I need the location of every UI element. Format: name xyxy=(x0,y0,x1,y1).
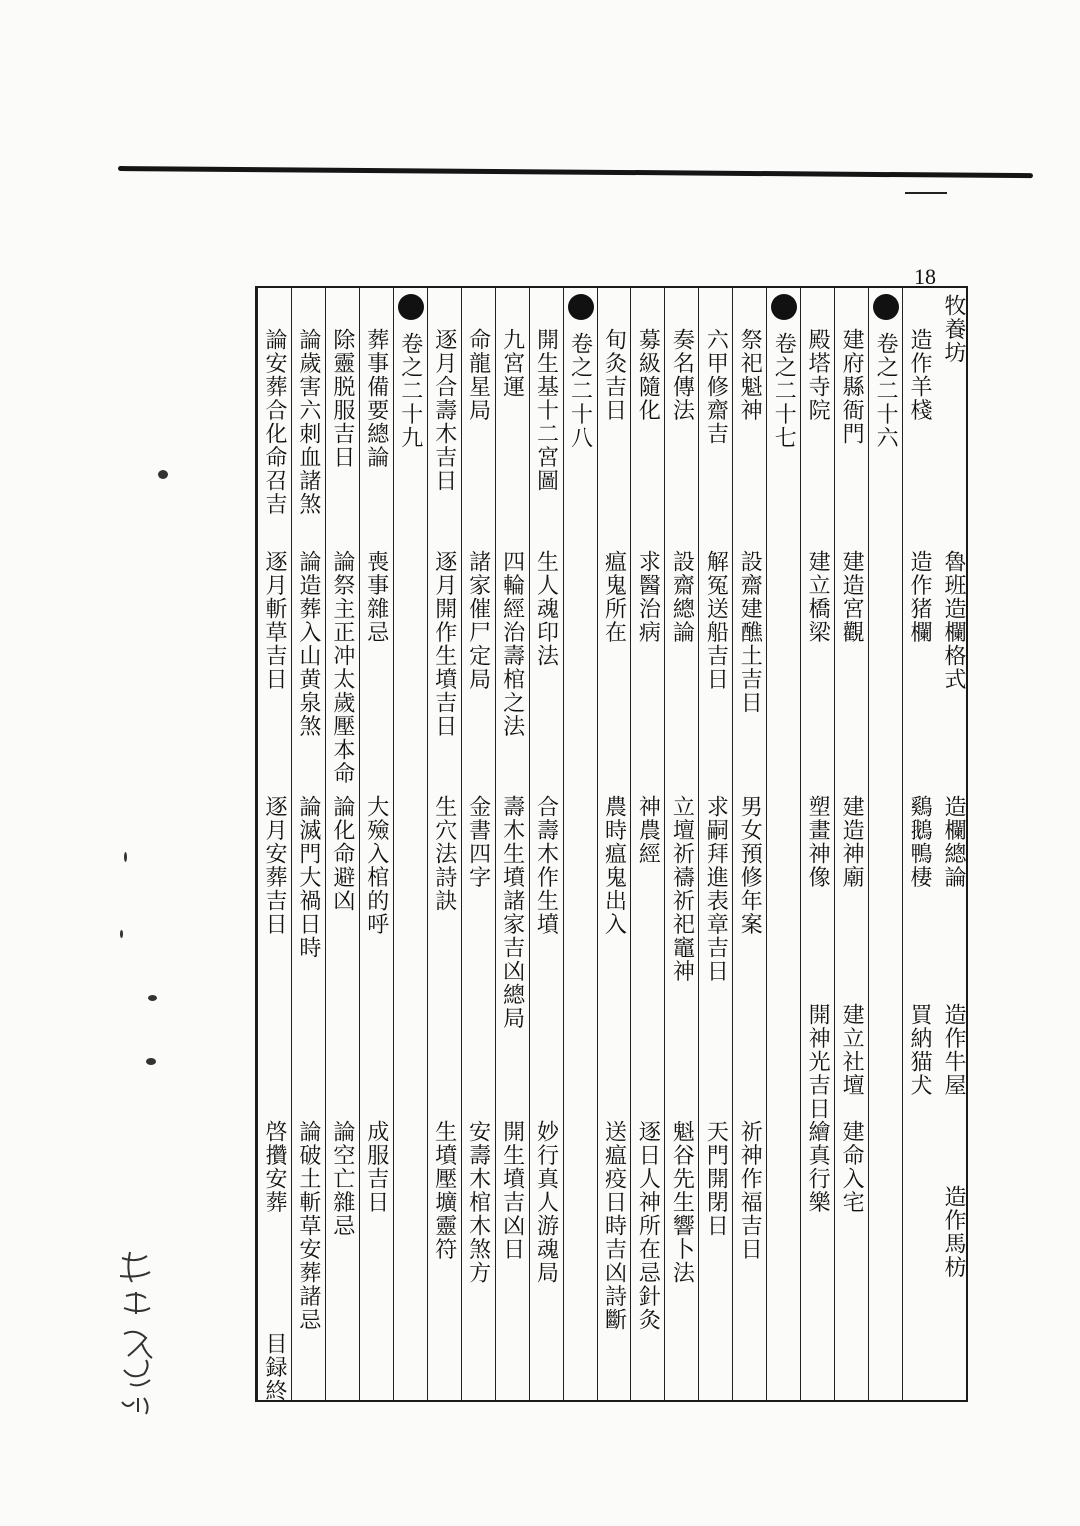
top-rule xyxy=(118,166,1033,178)
scan-speck xyxy=(146,1058,156,1065)
toc-entry: 生墳壓壙靈符 xyxy=(431,1120,457,1261)
toc-entry: 除靈脱服吉日 xyxy=(329,328,355,469)
toc-entry: 六甲修齋吉 xyxy=(703,328,729,446)
toc-entry: 合壽木作生墳 xyxy=(533,795,559,936)
toc-entry: 買納猫犬 xyxy=(907,1003,933,1097)
toc-entry: 論滅門大禍日時 xyxy=(295,795,321,960)
toc-entry: 祈神作福吉日 xyxy=(737,1120,763,1261)
toc-column xyxy=(902,288,936,1400)
toc-entry: 逐月安葬吉日 xyxy=(261,795,287,936)
toc-column xyxy=(427,288,461,1400)
toc-entry: 造欄總論 xyxy=(940,795,966,889)
handwritten-annotation xyxy=(112,1248,162,1418)
toc-entry: 建立橋梁 xyxy=(805,550,831,644)
toc-entry: 生穴法詩訣 xyxy=(431,795,457,913)
toc-column xyxy=(563,288,597,1400)
toc-entry: 妙行真人游魂局 xyxy=(533,1120,559,1285)
volume-heading: 卷之二十七 xyxy=(771,332,797,450)
toc-column xyxy=(359,288,393,1400)
toc-entry: 葬事備要總論 xyxy=(363,328,389,469)
toc-entry: 神農經 xyxy=(635,795,661,866)
toc-entry: 送瘟疫日時吉凶詩斷 xyxy=(601,1120,627,1332)
toc-entry: 論安葬合化命召吉 xyxy=(261,328,287,516)
page-number: 18 xyxy=(914,264,936,289)
toc-entry: 造作牛屋 xyxy=(940,1003,966,1097)
toc-entry: 建府縣衙門 xyxy=(839,328,865,446)
toc-entry: 祭祀魁神 xyxy=(737,328,763,422)
toc-entry: 命龍星局 xyxy=(465,328,491,422)
toc-entry: 論歲害六刺血諸煞 xyxy=(295,328,321,516)
toc-column xyxy=(800,288,834,1400)
toc-entry: 魁谷先生響卜法 xyxy=(669,1120,695,1285)
toc-column xyxy=(664,288,698,1400)
toc-entry: 立壇祈禱祈祀竈神 xyxy=(669,795,695,983)
toc-entry: 九宮運 xyxy=(499,328,525,399)
toc-entry: 生人魂印法 xyxy=(533,550,559,668)
toc-entry: 諸家催尸定局 xyxy=(465,550,491,691)
toc-column xyxy=(393,288,427,1400)
toc-column xyxy=(257,288,291,1403)
toc-entry: 造作猪欄 xyxy=(907,550,933,644)
toc-column xyxy=(630,288,664,1400)
toc-entry: 鷄鵝鴨棲 xyxy=(907,795,933,889)
scan-speck xyxy=(148,995,157,1001)
toc-entry: 造作馬枋 xyxy=(940,1185,966,1279)
table-of-contents xyxy=(255,286,968,1402)
toc-column xyxy=(325,288,359,1400)
toc-entry: 建造宮觀 xyxy=(839,550,865,644)
toc-entry: 募級隨化 xyxy=(635,328,661,422)
toc-column xyxy=(291,288,325,1400)
toc-entry: 逐月合壽木吉日 xyxy=(431,328,457,493)
toc-entry: 壽木生墳諸家吉凶總局 xyxy=(499,795,525,1030)
toc-entry: 求醫治病 xyxy=(635,550,661,644)
toc-entry: 開生墳吉凶日 xyxy=(499,1120,525,1261)
toc-column xyxy=(597,288,631,1400)
toc-column xyxy=(529,288,563,1400)
toc-column xyxy=(868,288,902,1400)
volume-bullet-icon xyxy=(398,294,424,320)
toc-entry: 論造葬入山黄泉煞 xyxy=(295,550,321,738)
toc-entry: 牧養坊 xyxy=(940,294,966,365)
volume-heading: 卷之二十九 xyxy=(397,332,423,450)
toc-entry: 逐月斬草吉日 xyxy=(261,550,287,691)
toc-entry: 解冤送船吉日 xyxy=(703,550,729,691)
toc-entry: 瘟鬼所在 xyxy=(601,550,627,644)
volume-bullet-icon xyxy=(771,294,797,320)
toc-entry: 建造神廟 xyxy=(839,795,865,889)
toc-entry: 建命入宅 xyxy=(839,1120,865,1214)
toc-column xyxy=(698,288,732,1400)
toc-entry: 奏名傳法 xyxy=(669,328,695,422)
toc-entry: 論破土斬草安葬諸忌 xyxy=(295,1120,321,1332)
toc-column xyxy=(461,288,495,1400)
toc-entry: 設齋總論 xyxy=(669,550,695,644)
volume-bullet-icon xyxy=(568,294,594,320)
toc-entry: 天門開閉日 xyxy=(703,1120,729,1238)
toc-column xyxy=(936,288,970,1400)
volume-bullet-icon xyxy=(873,294,899,320)
toc-entry: 求嗣拜進表章吉日 xyxy=(703,795,729,983)
toc-entry: 建立社壇 xyxy=(839,1003,865,1097)
scan-speck xyxy=(124,852,127,862)
toc-entry: 魯班造欄格式 xyxy=(940,550,966,691)
toc-entry: 金書四字 xyxy=(465,795,491,889)
toc-entry: 農時瘟鬼出入 xyxy=(601,795,627,936)
toc-entry: 繪真行樂 xyxy=(805,1120,831,1214)
toc-entry: 造作羊棧 xyxy=(907,328,933,422)
toc-column xyxy=(766,288,800,1400)
toc-column xyxy=(834,288,868,1400)
toc-column xyxy=(495,288,529,1400)
toc-entry: 開神光吉日 xyxy=(805,1003,831,1121)
toc-entry: 逐月開作生墳吉日 xyxy=(431,550,457,738)
toc-entry: 旬灸吉日 xyxy=(601,328,627,422)
toc-entry: 安壽木棺木煞方 xyxy=(465,1120,491,1285)
toc-entry: 喪事雜忌 xyxy=(363,550,389,644)
toc-column xyxy=(732,288,766,1400)
toc-entry: 啓攢安葬 xyxy=(261,1120,287,1214)
toc-entry: 開生基十二宮圖 xyxy=(533,328,559,493)
toc-entry: 論空亡雜忌 xyxy=(329,1120,355,1238)
scan-speck xyxy=(158,470,168,479)
volume-heading: 卷之二十八 xyxy=(567,332,593,450)
toc-entry: 設齋建醮土吉日 xyxy=(737,550,763,715)
volume-heading: 卷之二十六 xyxy=(873,332,899,450)
top-rule-dash xyxy=(905,192,947,194)
toc-entry: 男女預修年案 xyxy=(737,795,763,936)
toc-entry: 論祭主正冲太歲壓本命 xyxy=(329,550,355,785)
toc-entry: 大殮入棺的呼 xyxy=(363,795,389,936)
toc-entry: 四輪經治壽棺之法 xyxy=(499,550,525,738)
toc-entry: 成服吉日 xyxy=(363,1120,389,1214)
toc-entry: 塑畫神像 xyxy=(805,795,831,889)
toc-entry: 殿塔寺院 xyxy=(805,328,831,422)
toc-end-marker: 目録終 xyxy=(261,1332,287,1403)
scan-speck xyxy=(120,930,123,938)
toc-entry: 論化命避凶 xyxy=(329,795,355,913)
toc-entry: 逐日人神所在忌針灸 xyxy=(635,1120,661,1332)
